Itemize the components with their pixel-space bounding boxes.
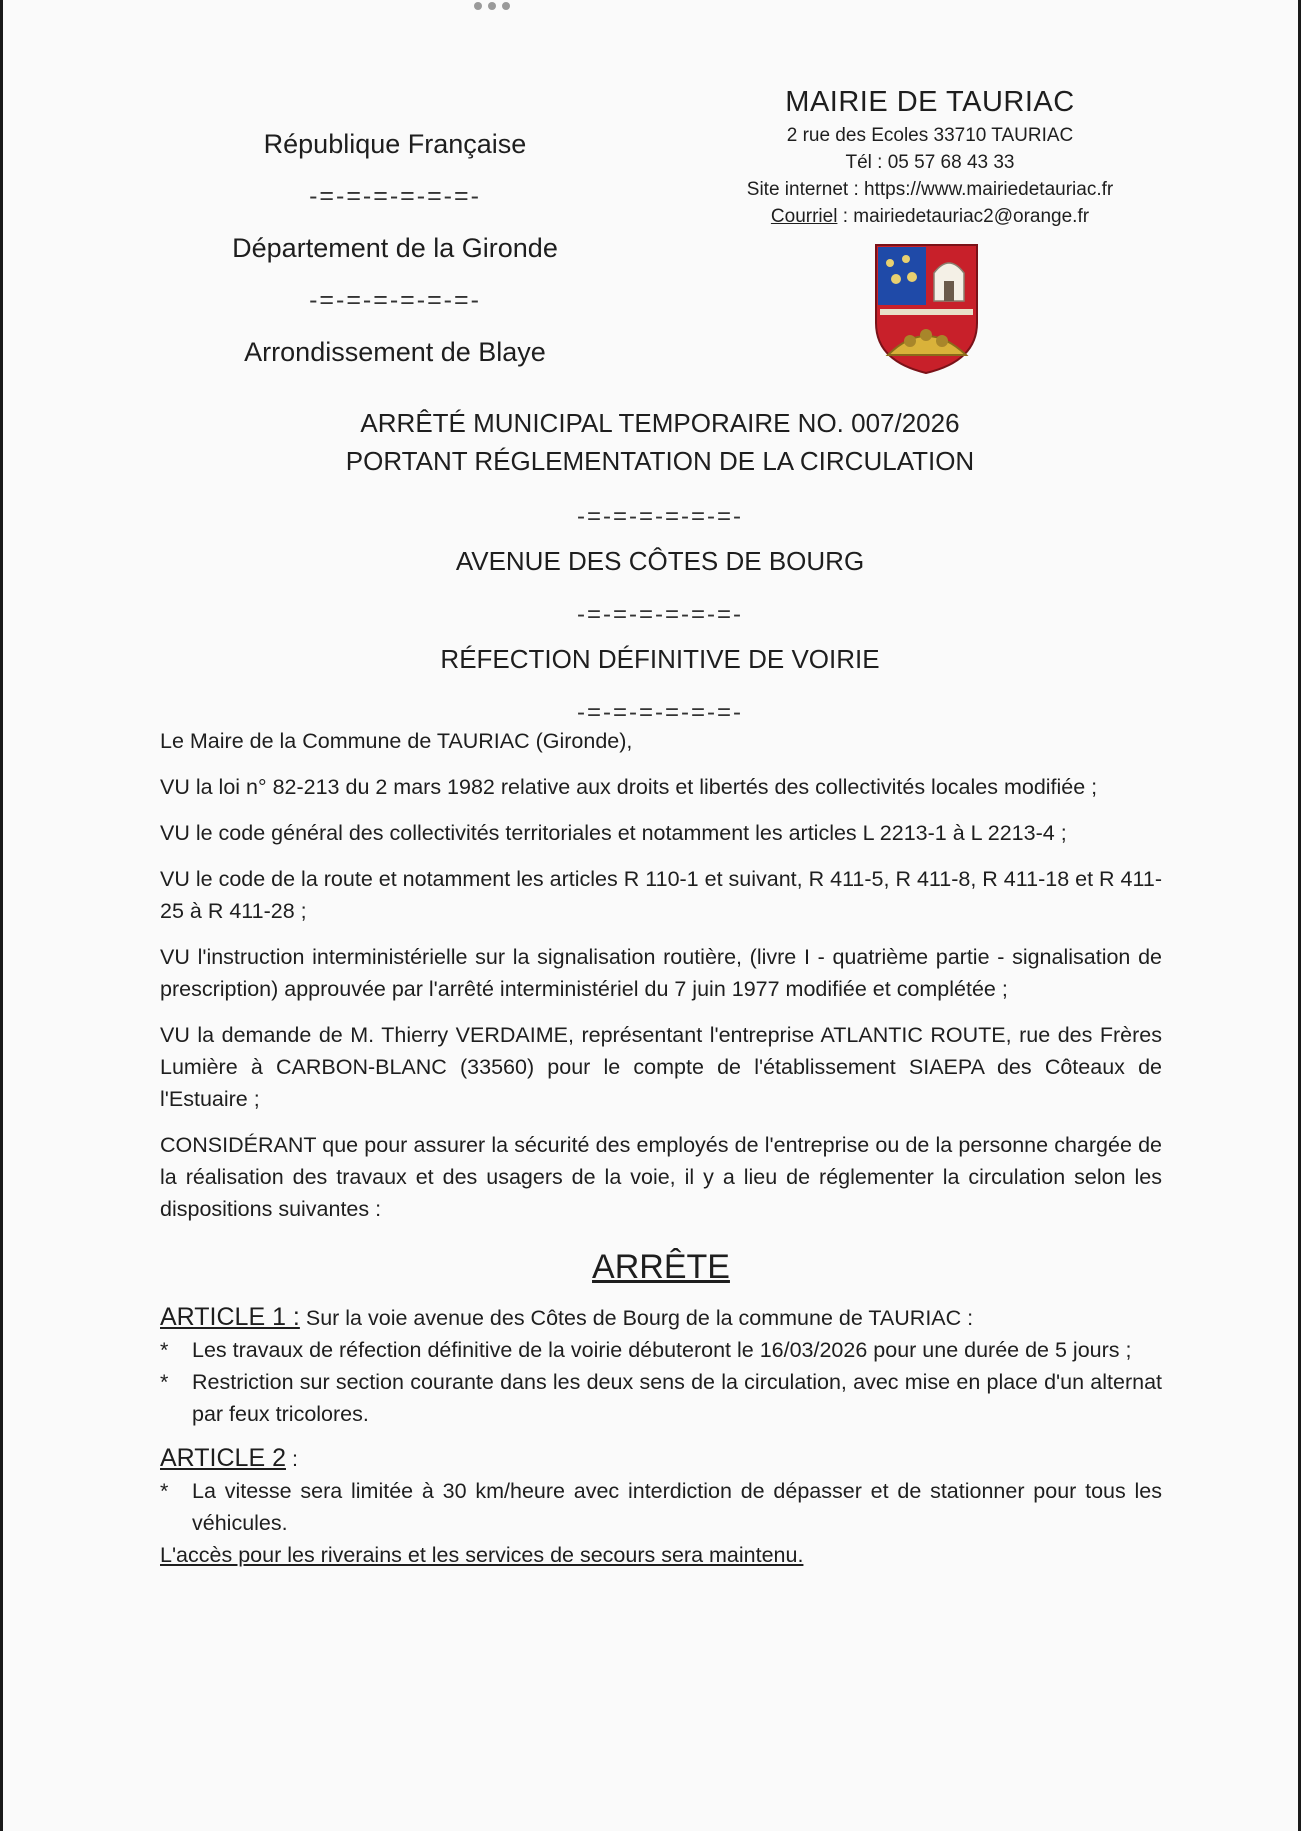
list-item-text: La vitesse sera limitée à 30 km/heure avec interdiction de dépasser et de stationner pour tous les véhicules. [192, 1479, 1162, 1535]
article-2-colon: : [285, 1447, 298, 1471]
separator: -=-=-=-=-=-=- [576, 503, 744, 530]
page-left-edge [0, 0, 3, 1831]
intro-line: Le Maire de la Commune de TAURIAC (Gironde), [160, 729, 633, 753]
decree-title-line2: PORTANT RÉGLEMENTATION DE LA CIRCULATION [345, 446, 975, 476]
considerant-text: que pour assurer la sécurité des employés de l'entreprise ou de la personne chargée de la réalisation des travaux et des usagers de la voie, il y a lieu de réglementer la circulation selon les dispositions suivantes : [160, 1133, 1162, 1221]
email-value: : mairiedetauriac2@orange.fr [837, 206, 1090, 227]
article-2 [160, 1442, 1162, 1571]
separator: -=-=-=-=-=-=- [576, 601, 744, 628]
article-1-text: Sur la voie [299, 1306, 414, 1330]
vu-text: la demande de M. Thierry VERDAIME, représentant l'entreprise ATLANTIC ROUTE, rue des Frères Lumière à CARBON-BLANC (33560) pour le compte de l'établissement SIAEPA des Côteaux de l'Estuaire ; [160, 1023, 1162, 1111]
vu-keyword: VU [160, 867, 190, 891]
considerant-paragraph [160, 1129, 1162, 1225]
separator: -=-=-=-=-=-=- [309, 286, 481, 314]
vu-text: le code de la route et notamment les articles R 110-1 et suivant, R 411-5, R 411-8, R 411-18 et R 411-25 à R 411-28 ; [160, 867, 1162, 923]
article-1-intro [160, 1301, 1162, 1334]
decree-title-line1: ARRÊTÉ MUNICIPAL TEMPORAIRE NO. 007/2026 [360, 408, 960, 438]
vu-paragraph [160, 817, 1162, 849]
access-note: L'accès pour les riverains et les services de secours sera maintenu. [160, 1543, 804, 1567]
vu-paragraph [160, 771, 1162, 803]
bullet-icon: * [160, 1338, 169, 1362]
vu-keyword: VU [160, 821, 190, 845]
article-1-text: de la commune de TAURIAC : [679, 1306, 974, 1330]
article-1-bullets [160, 1334, 1162, 1430]
list-item [160, 1366, 1162, 1430]
vu-keyword: VU [160, 945, 190, 969]
coat-of-arms-icon [874, 243, 979, 375]
vu-paragraph [160, 863, 1162, 927]
separator: -=-=-=-=-=-=- [309, 182, 481, 210]
list-item-text: Les travaux de réfection définitive de la voirie débuteront le 16/03/2026 pour une durée de 5 jours ; [192, 1338, 1132, 1362]
list-item [160, 1334, 1162, 1366]
vu-paragraph [160, 941, 1162, 1005]
arrondissement-label: Arrondissement de Blaye [244, 337, 546, 367]
article-2-intro [160, 1442, 1162, 1475]
article-1-label: ARTICLE 1 : [160, 1303, 300, 1331]
road-name: AVENUE DES CÔTES DE BOURG [455, 546, 865, 576]
list-item-text: Restriction sur section courante dans les deux sens de la circulation, avec mise en place d'un alternat par feux tricolores. [192, 1370, 1162, 1426]
decree-title [0, 404, 1301, 740]
bullet-icon: * [160, 1479, 169, 1503]
mairie-website: Site internet : https://www.mairiedetauriac.fr [746, 179, 1114, 200]
vu-text: la loi n° 82-213 du 2 mars 1982 relative aux droits et libertés des collectivités locales modifiée ; [189, 775, 1098, 799]
more-options-icon[interactable] [474, 2, 510, 10]
separator: -=-=-=-=-=-=- [576, 699, 744, 726]
bullet-icon: * [160, 1370, 169, 1394]
republic-label: République Française [263, 129, 527, 159]
mairie-phone: Tél : 05 57 68 43 33 [845, 152, 1015, 173]
department-label: Département de la Gironde [232, 233, 558, 263]
decree-body [160, 725, 1162, 1583]
article-2-label: ARTICLE 2 [160, 1444, 286, 1472]
list-item [160, 1475, 1162, 1539]
mairie-address: 2 rue des Ecoles 33710 TAURIAC [786, 125, 1074, 146]
article-2-bullets [160, 1475, 1162, 1539]
decree-object: RÉFECTION DÉFINITIVE DE VOIRIE [440, 644, 880, 674]
email-label: Courriel [770, 206, 838, 227]
arrete-heading: ARRÊTE [592, 1248, 730, 1286]
vu-text: le code général des collectivités territoriales et notamment les articles L 2213-1 à L 2213-4 ; [189, 821, 1067, 845]
considerant-keyword: CONSIDÉRANT [160, 1133, 317, 1157]
mairie-title: MAIRIE DE TAURIAC [785, 86, 1075, 118]
vu-paragraph [160, 1019, 1162, 1115]
header-left [210, 118, 580, 378]
article-1 [160, 1301, 1162, 1430]
vu-text: l'instruction interministérielle sur la signalisation routière, (livre I - quatrième partie - signalisation de prescription) approuvée par l'arrêté interministériel du 7 juin 1977 modifiée et complétée ; [160, 945, 1162, 1001]
header-right [700, 82, 1160, 230]
mairie-email [700, 203, 1160, 230]
article-1-road: avenue des Côtes de Bourg [413, 1306, 680, 1330]
vu-keyword: VU [160, 775, 190, 799]
vu-keyword: VU [160, 1023, 190, 1047]
